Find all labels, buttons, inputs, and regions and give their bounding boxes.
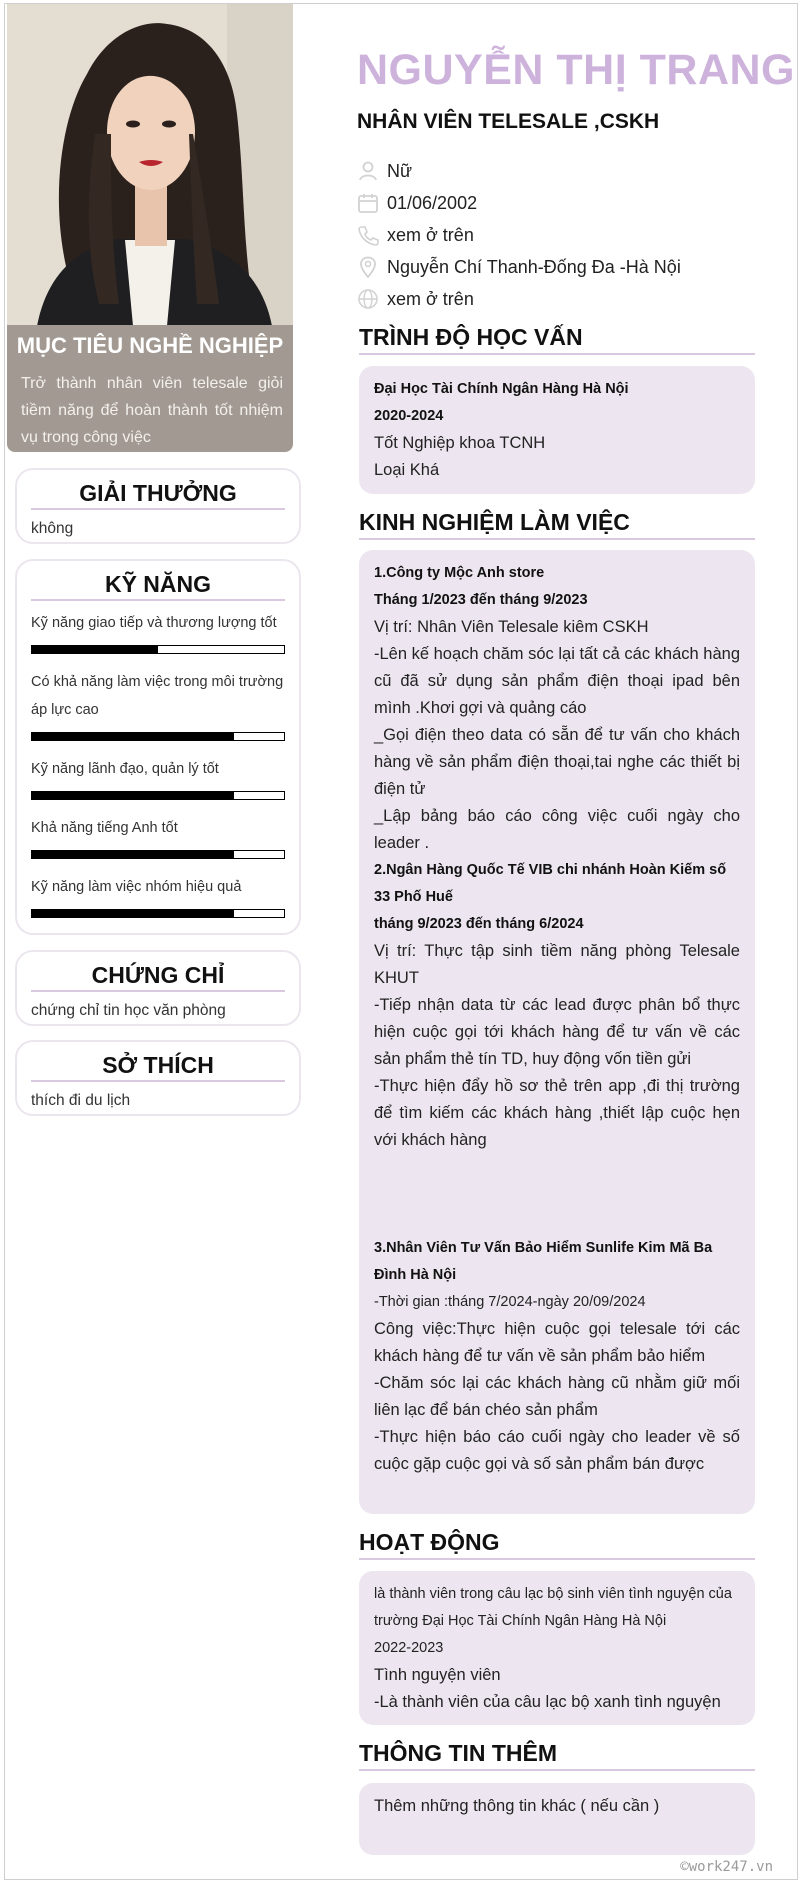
- location-icon: [357, 256, 379, 278]
- person-icon: [357, 160, 379, 182]
- calendar-icon: [357, 192, 379, 214]
- watermark: ©work247.vn: [680, 1859, 773, 1875]
- skill-item: [31, 668, 285, 741]
- job-1-duty-1: -Lên kế hoạch chăm sóc lại tất cả các khách hàng cũ đã sử dụng sản phẩm điện thoại ipad bên mình .Khơi gợi và quảng cáo: [374, 645, 740, 717]
- certificates-title: CHỨNG CHỈ: [91, 962, 225, 988]
- resume-page: [4, 3, 798, 1880]
- experience-divider: [359, 538, 755, 540]
- activities-role: Tình nguyện viên: [374, 1666, 501, 1684]
- career-goal-title: MỤC TIÊU NGHỀ NGHIỆP: [16, 333, 284, 358]
- skill-label: Kỹ năng làm việc nhóm hiệu quả: [31, 879, 242, 895]
- skill-item: [31, 609, 285, 654]
- activities-title: HOẠT ĐỘNG: [359, 1529, 500, 1555]
- career-goal-text: Trở thành nhân viên telesale giỏi tiềm năng để hoàn thành tốt nhiệm vụ trong công việc: [21, 375, 283, 446]
- skill-item: [31, 814, 285, 859]
- activities-years: 2022-2023: [374, 1640, 444, 1656]
- job-3: [374, 1235, 740, 1478]
- awards-divider: [31, 508, 285, 510]
- job-1-role: Vị trí: Nhân Viên Telesale kiêm CSKH: [374, 618, 649, 636]
- birthdate-text: 01/06/2002: [387, 192, 478, 213]
- certificates-section: [15, 950, 301, 1026]
- job-1-duty-2: _Gọi điện theo data có sẵn để tư vấn cho khách hàng về sản phẩm điện thoại,tai nghe các thiết bị điện tử: [374, 726, 740, 798]
- skills-title: KỸ NĂNG: [104, 571, 212, 597]
- activities-divider: [359, 1558, 755, 1560]
- info-gender: [357, 156, 412, 186]
- skill-level-bar: [31, 850, 285, 859]
- gender-text: Nữ: [387, 160, 413, 181]
- extra-info-card: [359, 1783, 755, 1855]
- skill-label: Kỹ năng giao tiếp và thương lượng tốt: [31, 615, 277, 631]
- globe-icon: [357, 288, 379, 310]
- candidate-position: NHÂN VIÊN TELESALE ,CSKH: [357, 110, 660, 133]
- education-title: TRÌNH ĐỘ HỌC VẤN: [359, 324, 583, 350]
- skill-level-fill: [32, 910, 234, 917]
- skill-level-fill: [32, 646, 158, 653]
- activities-card: [359, 1571, 755, 1725]
- profile-photo: [7, 4, 293, 326]
- certificates-text: chứng chỉ tin học văn phòng: [31, 1002, 226, 1019]
- info-phone: [357, 220, 474, 250]
- hobbies-title: SỞ THÍCH: [102, 1052, 214, 1078]
- education-school: Đại Học Tài Chính Ngân Hàng Hà Nội: [374, 381, 629, 397]
- job-1-company: 1.Công ty Mộc Anh store: [374, 565, 545, 581]
- skill-level-bar: [31, 909, 285, 918]
- address-text: Nguyễn Chí Thanh-Đống Đa -Hà Nội: [387, 256, 681, 277]
- portrait-image: [7, 4, 293, 326]
- awards-title: GIẢI THƯỞNG: [79, 480, 237, 506]
- extra-info-title: THÔNG TIN THÊM: [359, 1740, 558, 1766]
- career-goal-section: [7, 325, 293, 452]
- skill-label: Có khả năng làm việc trong môi trường áp lực cao: [31, 674, 284, 718]
- job-2-role: Vị trí: Thực tập sinh tiềm năng phòng Telesale KHUT: [374, 942, 740, 987]
- skills-divider: [31, 599, 285, 601]
- skills-section: [15, 559, 301, 935]
- info-address: [357, 252, 681, 282]
- skill-item: [31, 873, 285, 918]
- education-card: [359, 366, 755, 494]
- education-major: Tốt Nghiệp khoa TCNH: [374, 434, 546, 452]
- activities-membership: là thành viên trong câu lạc bộ sinh viên tình nguyện của trường Đại Học Tài Chính Ngân Hàng Hà Nội: [374, 1586, 732, 1629]
- skill-level-bar: [31, 645, 285, 654]
- awards-text: không: [31, 520, 74, 537]
- skill-level-fill: [32, 792, 234, 799]
- education-grade: Loại Khá: [374, 461, 440, 479]
- hobbies-text: thích đi du lịch: [31, 1092, 131, 1109]
- job-2-duty-1: -Tiếp nhận data từ các lead được phân bổ thực hiện cuộc gọi tới khách hàng để tư vấn về các sản phẩm thẻ tín TD, huy động vốn tiền gửi: [374, 996, 740, 1068]
- hobbies-divider: [31, 1080, 285, 1082]
- job-3-duty-3: -Thực hiện báo cáo cuối ngày cho leader về số cuộc gặp cuộc gọi và số sản phẩm bán được: [374, 1428, 740, 1473]
- experience-title: KINH NGHIỆM LÀM VIỆC: [359, 509, 630, 535]
- job-3-period: -Thời gian :tháng 7/2024-ngày 20/09/2024: [374, 1294, 646, 1310]
- skill-level-bar: [31, 791, 285, 800]
- job-3-duty-1: Công việc:Thực hiện cuộc gọi telesale tới các khách hàng để tư vấn về sản phẩm bảo hiểm: [374, 1320, 740, 1365]
- activities-description: -Là thành viên của câu lạc bộ xanh tình nguyện: [374, 1693, 721, 1711]
- job-2-duty-2: -Thực hiện đẩy hồ sơ thẻ trên app ,đi thị trường để tìm kiếm các khách hàng ,thiết lập cuộc hẹn với khách hàng: [374, 1077, 740, 1149]
- job-3-duty-2: -Chăm sóc lại các khách hàng cũ nhằm giữ mối liên lạc để bán chéo sản phẩm: [374, 1374, 740, 1419]
- job-2-company: 2.Ngân Hàng Quốc Tế VIB chi nhánh Hoàn Kiếm số 33 Phố Huế: [374, 862, 727, 905]
- certificates-divider: [31, 990, 285, 992]
- skill-label: Kỹ năng lãnh đạo, quản lý tốt: [31, 761, 219, 777]
- phone-icon: [357, 224, 379, 246]
- website-text: xem ở trên: [387, 288, 474, 309]
- education-years: 2020-2024: [374, 408, 444, 424]
- info-birthdate: [357, 188, 477, 218]
- education-divider: [359, 353, 755, 355]
- job-1-period: Tháng 1/2023 đến tháng 9/2023: [374, 592, 588, 608]
- awards-section: [15, 468, 301, 544]
- skill-label: Khả năng tiếng Anh tốt: [31, 820, 178, 836]
- extra-info-text: Thêm những thông tin khác ( nếu cần ): [374, 1797, 660, 1815]
- job-2: [374, 857, 740, 1154]
- skills-list: [17, 609, 299, 918]
- job-3-company: 3.Nhân Viên Tư Vấn Bảo Hiểm Sunlife Kim Mã Ba Đình Hà Nội: [374, 1240, 713, 1283]
- skill-level-fill: [32, 733, 234, 740]
- job-2-period: tháng 9/2023 đến tháng 6/2024: [374, 916, 584, 932]
- skill-level-fill: [32, 851, 234, 858]
- job-1-duty-3: _Lập bảng báo cáo công việc cuối ngày cho leader .: [374, 807, 740, 852]
- info-website: [357, 284, 474, 314]
- candidate-name: NGUYỄN THỊ TRANG: [357, 46, 795, 94]
- skill-item: [31, 755, 285, 800]
- skill-level-bar: [31, 732, 285, 741]
- extra-info-divider: [359, 1769, 755, 1771]
- phone-text: xem ở trên: [387, 224, 474, 245]
- job-1: [374, 560, 740, 857]
- experience-card: [359, 550, 755, 1514]
- hobbies-section: [15, 1040, 301, 1116]
